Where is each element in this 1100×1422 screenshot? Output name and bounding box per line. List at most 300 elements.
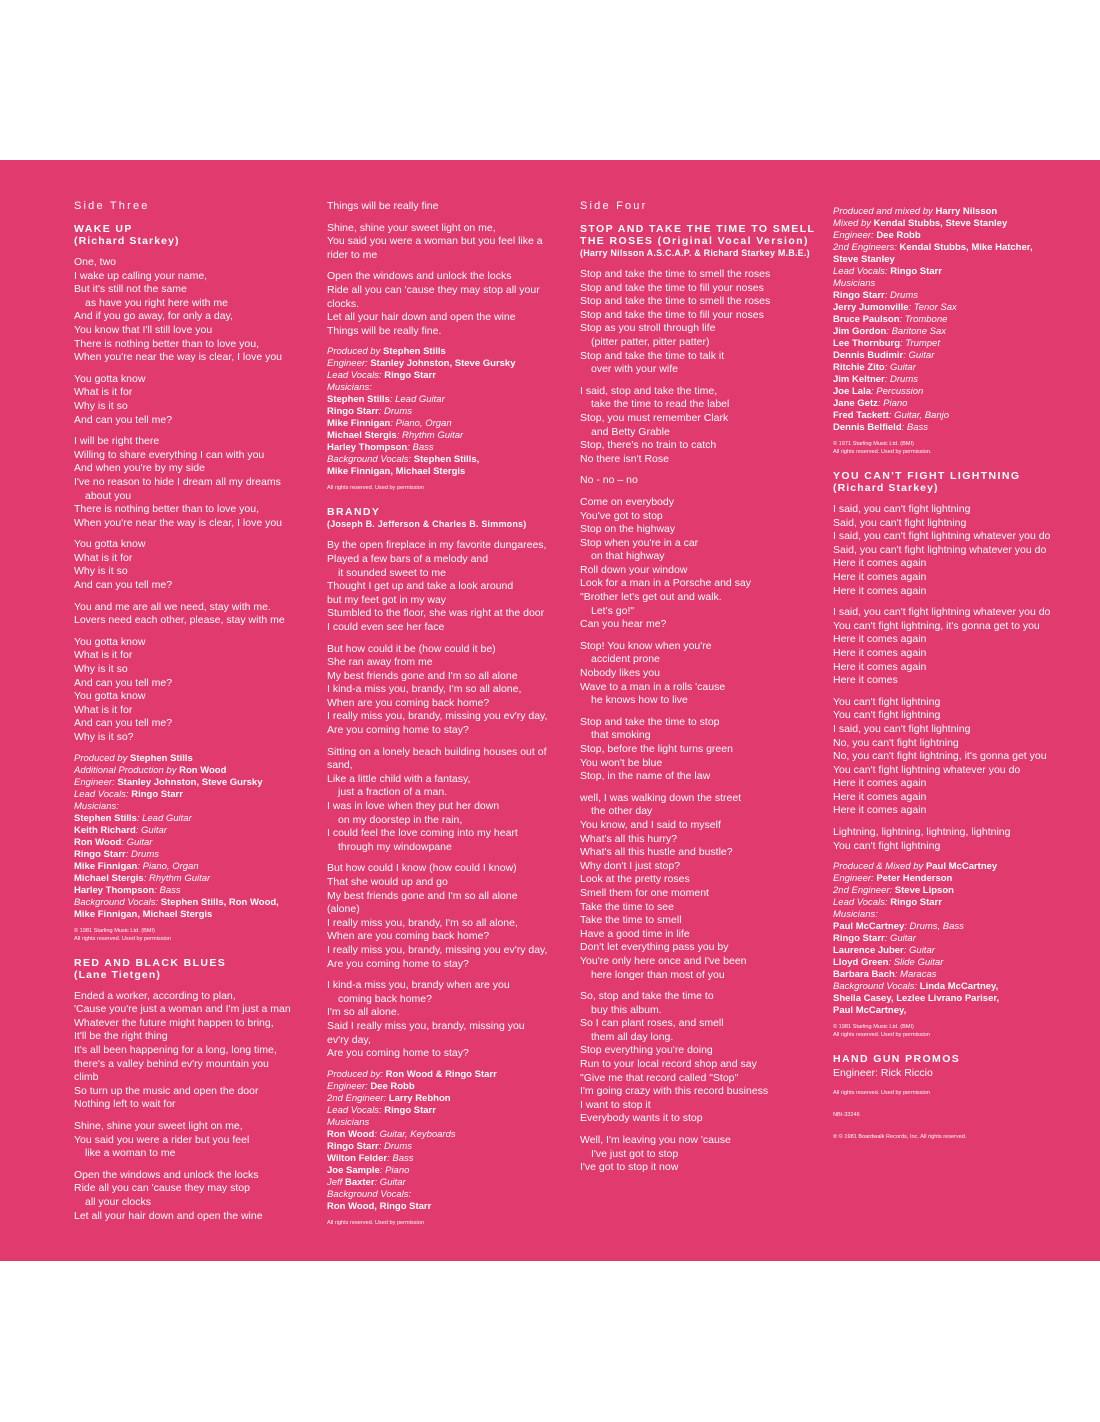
credit-name: Michael Stergis bbox=[74, 872, 144, 884]
rights-notice bbox=[833, 440, 1073, 456]
lyric-line: Said, you can't fight lightning bbox=[833, 516, 967, 529]
credit-role: : Tenor Sax bbox=[908, 302, 957, 313]
rights-notice bbox=[833, 1133, 1073, 1141]
credit-role: 2nd Engineer: bbox=[327, 1092, 389, 1104]
lyric-line: I said, you can't fight lightning bbox=[833, 722, 971, 735]
song-header bbox=[74, 223, 314, 247]
credit-line bbox=[327, 1129, 567, 1141]
lyric-stanza bbox=[74, 601, 314, 628]
song-title: YOU CAN'T FIGHT LIGHTNING bbox=[833, 470, 1021, 482]
credit-name: Jim Keltner bbox=[833, 374, 885, 385]
lyric-line: "Brother let's get out and walk. bbox=[580, 591, 722, 604]
lyric-line: Engineer: Rick Riccio bbox=[833, 1067, 933, 1080]
credit-line bbox=[327, 1141, 567, 1153]
credit-role: Background Vocals: bbox=[327, 1188, 412, 1200]
credit-name: Bruce Paulson bbox=[833, 314, 900, 325]
credit-line bbox=[327, 442, 567, 454]
lyric-line: So, stop and take the time to bbox=[580, 990, 714, 1003]
credit-line bbox=[833, 386, 1073, 398]
lyric-line: Stop as you stroll through life bbox=[580, 322, 716, 335]
rights-line: NBI-33246 bbox=[833, 1111, 860, 1118]
lyric-line: That she would up and go bbox=[327, 876, 448, 888]
rights-notice bbox=[327, 1219, 567, 1227]
credit-role: Musicians bbox=[327, 1116, 370, 1128]
lyric-line: I wake up calling your name, bbox=[74, 269, 208, 282]
lyric-line: through my windowpane bbox=[338, 840, 452, 853]
credit-name: Steve Lipson bbox=[894, 885, 954, 897]
credit-line bbox=[74, 873, 314, 885]
credit-name: Joe Lala bbox=[833, 386, 872, 397]
lyric-stanza bbox=[74, 1169, 314, 1223]
lyric-line: I kind-a miss you, brandy when are you bbox=[327, 979, 510, 992]
lyric-line: Stop, before the light turns green bbox=[580, 743, 733, 755]
credit-name: Sheila Casey, Lezlee Livrano Pariser, bbox=[833, 993, 1000, 1005]
lyric-line: Well, I'm leaving you now 'cause bbox=[580, 1134, 731, 1147]
lyric-line: Why don't I just stop? bbox=[580, 859, 681, 872]
credit-name: Ron Wood bbox=[327, 1128, 375, 1140]
lyric-line: Stop and take the time to fill your noses bbox=[580, 308, 764, 321]
lyric-line: Things will be really fine bbox=[327, 200, 439, 212]
lyric-line: Willing to share everything I can with you bbox=[74, 448, 265, 461]
lyric-stanza bbox=[74, 990, 314, 1112]
credit-name: Stephen Stills bbox=[129, 752, 193, 764]
credit-line bbox=[833, 398, 1073, 410]
credit-name: Joe Sample bbox=[327, 1164, 380, 1176]
song-author: (Richard Starkey) bbox=[74, 235, 180, 247]
lyric-line: Take the time to see bbox=[580, 900, 674, 913]
lyric-line: I really miss you, brandy, missing you ev'ry day, bbox=[327, 943, 548, 956]
lyric-line: Stop and take the time to talk it bbox=[580, 349, 725, 362]
lyric-line: Here it comes again bbox=[833, 804, 927, 817]
credit-role: Background Vocals: bbox=[833, 981, 920, 993]
credit-name: Ringo Starr bbox=[384, 1104, 436, 1116]
credit-line bbox=[74, 777, 314, 789]
lyric-line: coming back home? bbox=[338, 992, 432, 1005]
lyric-line: I want to stop it bbox=[580, 1098, 651, 1111]
credits-block bbox=[327, 1069, 567, 1213]
lyric-stanza bbox=[580, 496, 820, 632]
credit-line bbox=[327, 346, 567, 358]
credit-line bbox=[74, 801, 314, 813]
credit-line bbox=[833, 933, 1073, 945]
credit-role: : Trumpet bbox=[900, 338, 940, 349]
lyric-line: What is it for bbox=[74, 703, 133, 716]
lyric-line: Here it comes again bbox=[833, 633, 927, 646]
credit-line bbox=[833, 981, 1073, 993]
credit-name: Jim Gordon bbox=[833, 326, 887, 337]
lyric-line: take the time to read the label bbox=[591, 398, 730, 411]
lyric-line: So turn up the music and open the door bbox=[74, 1084, 259, 1097]
credit-role: : Percussion bbox=[871, 386, 924, 397]
credits-block bbox=[327, 346, 567, 478]
lyric-line: Here it comes again bbox=[833, 570, 927, 583]
credit-name: Wilton Felder bbox=[327, 1152, 388, 1164]
credit-name: Harley Thompson bbox=[74, 884, 155, 896]
lyric-line: Why is it so? bbox=[74, 731, 134, 743]
credit-line bbox=[833, 326, 1073, 338]
credits-block bbox=[833, 861, 1073, 1017]
credit-role: Additional Production by bbox=[74, 764, 180, 776]
lyric-stanza bbox=[327, 222, 567, 263]
lyric-line: I said, you can't fight lightning whatever you do bbox=[833, 530, 1051, 543]
credit-line bbox=[833, 230, 1073, 242]
lyric-stanza bbox=[833, 1067, 1073, 1081]
credit-role: Lead Vocals: bbox=[327, 370, 385, 382]
credit-name: Jane Getz bbox=[833, 398, 878, 409]
lyric-line: She ran away from me bbox=[327, 656, 433, 669]
lyric-line: Lightning, lightning, lightning, lightning bbox=[833, 826, 1011, 839]
lyric-stanza bbox=[580, 640, 820, 708]
lyric-line: Wave to a man in a rolls 'cause bbox=[580, 680, 726, 693]
lyric-line: It'll be the right thing bbox=[74, 1030, 168, 1043]
lyric-line: Smell them for one moment bbox=[580, 886, 709, 899]
credit-role: : Guitar bbox=[121, 836, 153, 848]
lyric-line: I've just got to stop bbox=[591, 1147, 679, 1160]
credit-name: Jerry Jumonville bbox=[833, 302, 909, 313]
lyric-line: Let's go!" bbox=[591, 604, 635, 617]
lyric-line: Ride all you can 'cause they may stop all your bbox=[327, 283, 540, 296]
lyric-line: And if you go away, for only a day, bbox=[74, 310, 233, 323]
lyric-line: the other day bbox=[591, 805, 653, 818]
credit-line bbox=[74, 789, 314, 801]
lyric-line: What's all this hustle and bustle? bbox=[580, 846, 733, 859]
rights-line: All rights reserved. Used by permission bbox=[327, 485, 424, 492]
lyric-line: Stop, there's no train to catch bbox=[580, 439, 717, 452]
lyric-line: You said you were a rider but you feel bbox=[74, 1133, 250, 1146]
lyric-line: Thought I get up and take a look around bbox=[327, 580, 514, 593]
credit-line bbox=[833, 350, 1073, 362]
lyric-line: Here it comes again bbox=[833, 557, 927, 570]
lyric-line: Stop on the highway bbox=[580, 523, 676, 536]
lyric-line: Have a good time in life bbox=[580, 927, 690, 940]
lyric-line: Are you coming home to stay? bbox=[327, 957, 469, 970]
credit-line bbox=[833, 909, 1073, 921]
lyric-stanza bbox=[327, 643, 567, 738]
lyric-line: Played a few bars of a melody and bbox=[327, 552, 489, 565]
rights-line: © 1971 Starling Music Ltd. (BMI) bbox=[833, 441, 914, 447]
lyric-line: You and me are all we need, stay with me. bbox=[74, 600, 271, 613]
lyric-line: And can you tell me? bbox=[74, 717, 173, 730]
credit-name: Mike Finnigan, Michael Stergis bbox=[327, 466, 466, 478]
lyric-stanza bbox=[327, 270, 567, 338]
lyric-line: So I can plant roses, and smell bbox=[580, 1017, 724, 1030]
lyric-line: And can you tell me? bbox=[74, 413, 173, 426]
song-title: WAKE UP bbox=[74, 223, 133, 235]
credit-line bbox=[833, 266, 1073, 278]
lyric-line: Stop, you must remember Clark bbox=[580, 411, 729, 424]
credit-role: : Piano, Organ bbox=[137, 860, 199, 872]
lyric-stanza bbox=[580, 990, 820, 1126]
credit-line bbox=[327, 1105, 567, 1117]
credit-role: Produced & Mixed by bbox=[833, 861, 926, 873]
credit-line bbox=[327, 1165, 567, 1177]
credit-role: : Lead Guitar bbox=[136, 812, 192, 824]
side-label: Side Three bbox=[74, 200, 150, 212]
song-header bbox=[833, 470, 1073, 494]
credit-name: Baxter bbox=[344, 1176, 375, 1188]
credit-line bbox=[833, 362, 1073, 374]
credit-role: : Guitar, Keyboards bbox=[374, 1128, 456, 1140]
lyric-line: Shine, shine your sweet light on me, bbox=[327, 221, 496, 234]
credit-line bbox=[327, 406, 567, 418]
credit-role: : Maracas bbox=[894, 969, 937, 981]
lyric-line: There is nothing better than to love you, bbox=[74, 337, 260, 350]
lyric-stanza bbox=[74, 538, 314, 592]
rights-line: All rights reserved. Used by permission bbox=[833, 1089, 930, 1096]
credit-name: Lloyd Green bbox=[833, 957, 889, 969]
credit-role: 2nd Engineer: bbox=[833, 885, 895, 897]
lyric-line: I kind-a miss you, brandy, I'm so all alone, bbox=[327, 683, 522, 696]
credit-role: : Bass bbox=[154, 884, 181, 896]
credit-name: Mike Finnigan, Michael Stergis bbox=[74, 908, 213, 920]
credit-line bbox=[833, 873, 1073, 885]
lyric-line: You won't be blue bbox=[580, 756, 663, 769]
lyric-line: Stop and take the time to stop bbox=[580, 715, 720, 728]
lyric-stanza bbox=[580, 385, 820, 467]
credit-line bbox=[833, 278, 1073, 290]
song-author: (Richard Starkey) bbox=[833, 482, 939, 494]
lyric-line: One, two bbox=[74, 256, 117, 268]
credit-name: Laurence Juber bbox=[833, 945, 904, 957]
credit-role: Produced by bbox=[74, 752, 130, 764]
credit-line bbox=[833, 885, 1073, 897]
lyric-line: Here it comes bbox=[833, 674, 898, 687]
credit-name: Mike Finnigan bbox=[327, 418, 391, 430]
credit-name: Barbara Bach bbox=[833, 969, 895, 981]
lyric-line: Here it comes again bbox=[833, 660, 927, 673]
lyric-line: What is it for bbox=[74, 551, 133, 564]
lyric-stanza bbox=[74, 435, 314, 530]
lyric-line: You gotta know bbox=[74, 690, 146, 703]
credit-name: Paul McCartney bbox=[833, 921, 905, 933]
credit-role: Musicians: bbox=[327, 382, 372, 394]
lyric-line: I will be right there bbox=[74, 435, 160, 448]
lyric-line: No there isn't Rose bbox=[580, 452, 669, 465]
credit-line bbox=[833, 218, 1073, 230]
lyric-stanza bbox=[580, 716, 820, 784]
credit-role: : Bass bbox=[407, 442, 434, 454]
credit-line bbox=[327, 1153, 567, 1165]
credit-role: Musicians: bbox=[74, 800, 119, 812]
lyric-line: climb bbox=[74, 1071, 99, 1084]
credit-role: 2nd Engineers: bbox=[833, 242, 900, 253]
rights-notice bbox=[833, 1111, 1073, 1119]
lyric-sheet bbox=[0, 160, 1100, 1261]
credit-name: Dennis Budimir bbox=[833, 350, 904, 361]
credit-line bbox=[833, 422, 1073, 434]
lyric-line: You can't fight lightning bbox=[833, 695, 941, 708]
rights-notice bbox=[327, 484, 567, 492]
lyric-line: When are you coming back home? bbox=[327, 696, 490, 709]
lyric-line: Shine, shine your sweet light on me, bbox=[74, 1119, 243, 1132]
credit-role: : Bass bbox=[901, 422, 929, 433]
lyric-line: Let all your hair down and open the wine bbox=[74, 1209, 263, 1222]
credit-line bbox=[74, 813, 314, 825]
credit-line bbox=[74, 909, 314, 921]
credit-role: : Drums bbox=[125, 848, 159, 860]
lyric-line: You gotta know bbox=[74, 635, 146, 648]
credit-name: Ringo Starr bbox=[384, 370, 436, 382]
lyric-stanza bbox=[580, 474, 820, 488]
lyric-line: he knows how to live bbox=[591, 694, 688, 707]
credit-name: Kendal Stubbs, Steve Stanley bbox=[873, 218, 1008, 229]
lyric-line: buy this album. bbox=[591, 1003, 662, 1016]
credit-name: Ron Wood bbox=[74, 836, 122, 848]
credit-line bbox=[74, 837, 314, 849]
lyric-line: Open the windows and unlock the locks bbox=[327, 270, 512, 283]
credit-name: Harry Nilsson bbox=[935, 206, 998, 217]
credit-name: Mike Finnigan bbox=[74, 860, 138, 872]
lyric-line: on my doorstep in the rain, bbox=[338, 813, 463, 826]
credit-role: : Guitar bbox=[884, 362, 916, 373]
credit-role: Musicians: bbox=[833, 909, 878, 921]
credit-name: Dennis Belfield bbox=[833, 422, 902, 433]
credit-name: Ringo Starr bbox=[327, 406, 379, 418]
song-header bbox=[74, 957, 314, 981]
credit-line bbox=[327, 370, 567, 382]
lyric-line: I said, you can't fight lightning whatever you do bbox=[833, 606, 1051, 619]
credit-role: : Guitar bbox=[884, 933, 916, 945]
rights-line: All rights reserved. Used by permission bbox=[74, 935, 171, 942]
column-4 bbox=[833, 200, 1073, 1155]
credit-role: : Bass bbox=[387, 1152, 414, 1164]
lyric-line: You're only here once and I've been bbox=[580, 954, 747, 967]
credit-name: Ron Wood, Ringo Starr bbox=[327, 1200, 432, 1212]
lyric-line: like a woman to me bbox=[85, 1147, 176, 1160]
lyric-line: Here it comes again bbox=[833, 777, 927, 790]
lyric-line: I'm going crazy with this record business bbox=[580, 1085, 769, 1098]
credit-line bbox=[74, 861, 314, 873]
credit-line bbox=[327, 1093, 567, 1105]
credit-line bbox=[327, 430, 567, 442]
lyric-line: Stop and take the time to smell the roses bbox=[580, 295, 771, 308]
lyric-line: rider to me bbox=[327, 248, 378, 261]
credit-name: Linda McCartney, bbox=[919, 981, 999, 993]
credit-line bbox=[74, 765, 314, 777]
credit-name: Ringo Starr bbox=[833, 933, 885, 945]
credit-line bbox=[327, 394, 567, 406]
lyric-line: When are you coming back home? bbox=[327, 930, 490, 943]
lyric-line: I really miss you, brandy, I'm so all alone, bbox=[327, 916, 518, 929]
credit-line bbox=[833, 993, 1073, 1005]
lyric-line: You gotta know bbox=[74, 372, 146, 385]
lyric-line: You gotta know bbox=[74, 538, 146, 551]
credit-line bbox=[327, 418, 567, 430]
song-author: (Joseph B. Jefferson & Charles B. Simmons) bbox=[327, 519, 527, 530]
credit-line bbox=[74, 849, 314, 861]
lyric-stanza bbox=[833, 696, 1073, 818]
lyric-line: Why is it so bbox=[74, 399, 128, 412]
lyric-line: You know, and I said to myself bbox=[580, 818, 721, 831]
credit-role: Lead Vocals: bbox=[327, 1104, 385, 1116]
lyric-line: here longer than most of you bbox=[591, 968, 725, 981]
rights-notice bbox=[833, 1023, 1073, 1039]
rights-line: © 1981 Starling Music Ltd. (BMI) bbox=[833, 1024, 914, 1031]
credit-role: : Slide Guitar bbox=[888, 957, 944, 969]
credit-role: : Guitar bbox=[374, 1176, 406, 1188]
credit-line bbox=[327, 1201, 567, 1213]
lyric-line: But how could it be (how could it be) bbox=[327, 642, 496, 655]
credit-role: : Lead Guitar bbox=[389, 394, 445, 406]
lyric-line: It's all been happening for a long, long time, bbox=[74, 1043, 277, 1056]
credit-name: Larry Rebhon bbox=[388, 1092, 451, 1104]
lyric-line: You've got to stop bbox=[580, 509, 663, 522]
lyric-line: Stop and take the time to smell the roses bbox=[580, 268, 771, 280]
lyric-line: Look at the pretty roses bbox=[580, 873, 690, 886]
lyric-line: that smoking bbox=[591, 729, 651, 742]
credit-name: Ringo Starr bbox=[890, 897, 942, 909]
lyric-line: You can't fight lightning whatever you do bbox=[833, 763, 1021, 776]
lyric-line: Stop! You know when you're bbox=[580, 639, 712, 652]
rights-notice bbox=[833, 1089, 1073, 1097]
lyric-line: on that highway bbox=[591, 550, 665, 563]
lyric-line: Look for a man in a Porsche and say bbox=[580, 577, 752, 590]
credit-line bbox=[833, 314, 1073, 326]
lyric-line: over with your wife bbox=[591, 363, 678, 376]
credit-name: Ringo Starr bbox=[327, 1140, 379, 1152]
lyric-line: Stop everything you're doing bbox=[580, 1044, 713, 1057]
lyric-line: ev'ry day, bbox=[327, 1033, 371, 1046]
credit-name: Dee Robb bbox=[876, 230, 921, 241]
lyric-line: You can't fight lightning, it's gonna get to you bbox=[833, 619, 1040, 632]
lyric-stanza bbox=[580, 1134, 820, 1175]
lyric-line: Ride all you can 'cause they may stop bbox=[74, 1182, 250, 1195]
credit-line bbox=[327, 466, 567, 478]
lyric-line: well, I was walking down the street bbox=[580, 791, 742, 804]
lyric-line: My best friends gone and I'm so all alone bbox=[327, 669, 518, 682]
credit-role: : Drums, Bass bbox=[904, 921, 964, 933]
lyric-stanza bbox=[74, 1120, 314, 1161]
credit-name: Ron Wood bbox=[179, 764, 227, 776]
credit-role: Background Vocals: bbox=[327, 454, 414, 466]
lyric-line: (pitter patter, pitter patter) bbox=[591, 335, 710, 348]
lyric-line: Said I really miss you, brandy, missing you bbox=[327, 1019, 525, 1032]
lyric-line: Are you coming home to stay? bbox=[327, 1047, 469, 1060]
credit-line bbox=[833, 206, 1073, 218]
lyric-line: Why is it so bbox=[74, 663, 128, 676]
credit-line bbox=[327, 1081, 567, 1093]
lyric-line: Roll down your window bbox=[580, 563, 688, 576]
credit-line bbox=[833, 921, 1073, 933]
lyric-line: And can you tell me? bbox=[74, 579, 173, 592]
lyric-stanza bbox=[327, 539, 567, 634]
lyric-line: all your clocks bbox=[85, 1195, 151, 1208]
credit-name: Stanley Johnston, Steve Gursky bbox=[370, 358, 516, 370]
lyric-line: Take the time to smell bbox=[580, 914, 682, 927]
rights-line: All rights reserved. Used by permission. bbox=[833, 449, 932, 455]
credit-line bbox=[833, 897, 1073, 909]
lyric-line: Why is it so bbox=[74, 565, 128, 578]
lyric-line: them all day long. bbox=[591, 1030, 674, 1043]
credit-line bbox=[327, 1189, 567, 1201]
lyric-line: I've got to stop it now bbox=[580, 1161, 679, 1174]
rights-line: ℗ © 1981 Boardwalk Records, Inc. All rights reserved. bbox=[833, 1133, 967, 1140]
lyric-line: and Betty Grable bbox=[591, 425, 670, 438]
lyric-line: as have you right here with me bbox=[85, 296, 228, 309]
credit-role: Lead Vocals: bbox=[833, 266, 891, 277]
credit-name: Stephen Stills, bbox=[413, 454, 480, 466]
credit-role: : Drums bbox=[378, 1140, 412, 1152]
column-1 bbox=[74, 200, 314, 1231]
credit-line bbox=[833, 957, 1073, 969]
credit-name: Ringo Starr bbox=[833, 290, 885, 301]
lyric-line: (alone) bbox=[327, 903, 360, 916]
lyric-line: Everybody wants it to stop bbox=[580, 1112, 703, 1125]
song-header bbox=[580, 223, 820, 259]
credit-name: Ron Wood & Ringo Starr bbox=[385, 1068, 497, 1080]
lyric-line: But it's still not the same bbox=[74, 283, 187, 296]
credit-role: : Rhythm Guitar bbox=[143, 872, 211, 884]
